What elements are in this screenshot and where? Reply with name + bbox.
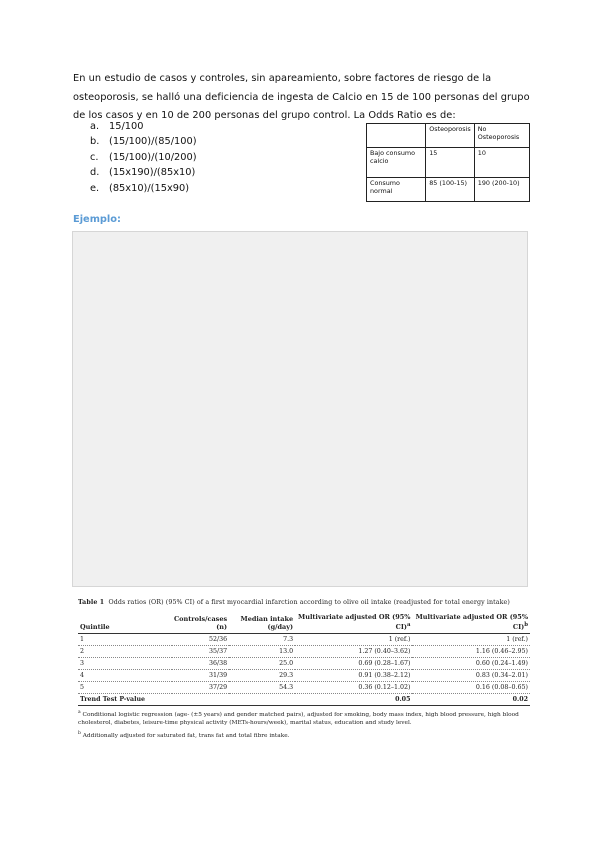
footnote-a xyxy=(78,709,530,727)
table-cell: Trend Test P-value xyxy=(78,694,172,706)
table-trend-row xyxy=(78,694,530,706)
contingency-cell: 85 (100-15) xyxy=(426,178,475,202)
table-cell: 0.16 (0.08–0.65) xyxy=(412,682,530,694)
table1-header-row xyxy=(78,613,530,634)
contingency-cell xyxy=(367,124,426,148)
table-cell: 25.0 xyxy=(229,658,295,670)
table-cell: 13.0 xyxy=(229,646,295,658)
table-cell: 0.36 (0.12–1.02) xyxy=(295,682,412,694)
option-letter: e. xyxy=(90,182,100,194)
table1-header xyxy=(412,613,530,634)
table-cell: 2 xyxy=(78,646,172,658)
table1-header: Controls/cases (n) xyxy=(172,613,229,634)
table-cell: 1.16 (0.46–2.95) xyxy=(412,646,530,658)
contingency-cell: Bajo consumo calcio xyxy=(367,148,426,178)
table-cell: 31/39 xyxy=(172,670,229,682)
table1-figure xyxy=(78,599,530,740)
contingency-cell: 10 xyxy=(474,148,529,178)
option-b xyxy=(90,134,197,149)
table-cell: 54.3 xyxy=(229,682,295,694)
table-cell: 5 xyxy=(78,682,172,694)
table-cell: 1 (ref.) xyxy=(412,634,530,646)
table1-caption-text: Odds ratios (OR) (95% CI) of a first myocardial infarction according to olive oil intake (readjusted for total energy intake) xyxy=(108,599,510,606)
contingency-table xyxy=(366,123,530,202)
table-cell: 0.69 (0.28–1.67) xyxy=(295,658,412,670)
contingency-row xyxy=(367,178,530,202)
option-letter: a. xyxy=(90,121,100,132)
table-cell xyxy=(229,694,295,706)
option-letter: c. xyxy=(90,151,99,163)
table1-header xyxy=(295,613,412,634)
table1 xyxy=(78,613,530,706)
table-row xyxy=(78,682,530,694)
footnote-b xyxy=(78,730,530,740)
table-cell: 0.60 (0.24–1.49) xyxy=(412,658,530,670)
table-cell: 0.02 xyxy=(412,694,530,706)
question-block xyxy=(73,70,543,126)
table-row xyxy=(78,634,530,646)
footnote-text: Conditional logistic regression (age- (±5 years) and gender matched pairs), adjusted for smoking, body mass index, high blood pressure, high blood cholesterol, diabetes, leisure-time physical activity (METs-hours/week), marital status, education and study level. xyxy=(78,712,519,727)
table-cell: 36/38 xyxy=(172,658,229,670)
example-heading: Ejemplo: xyxy=(73,214,121,225)
option-c xyxy=(90,150,197,165)
table-cell: 3 xyxy=(78,658,172,670)
image-placeholder xyxy=(72,231,528,587)
table-row xyxy=(78,646,530,658)
table1-caption-label: Table 1 xyxy=(78,599,105,606)
table-cell: 0.83 (0.34–2.01) xyxy=(412,670,530,682)
table-cell xyxy=(172,694,229,706)
option-a xyxy=(90,119,197,134)
option-letter: d. xyxy=(90,167,100,179)
contingency-cell: Osteoporosis xyxy=(426,124,475,148)
table-cell: 0.05 xyxy=(295,694,412,706)
option-text: 15/100 xyxy=(109,121,144,132)
table-cell: 4 xyxy=(78,670,172,682)
contingency-cell: 15 xyxy=(426,148,475,178)
table1-header-text: Multivariate adjusted OR (95% CI) xyxy=(298,613,411,632)
table1-header-sup: b xyxy=(524,622,528,628)
footnote-text: Additionally adjusted for saturated fat, trans fat and total fibre intake. xyxy=(82,733,290,739)
table-row xyxy=(78,658,530,670)
table-cell: 37/29 xyxy=(172,682,229,694)
table-cell: 52/36 xyxy=(172,634,229,646)
table-row xyxy=(78,670,530,682)
table-cell: 1.27 (0.40–3.62) xyxy=(295,646,412,658)
option-text: (15/100)/(85/100) xyxy=(109,136,197,148)
option-d xyxy=(90,165,197,180)
table1-caption xyxy=(78,599,530,606)
option-text: (15/100)/(10/200) xyxy=(109,151,197,163)
table-cell: 7.3 xyxy=(229,634,295,646)
option-text: (85x10)/(15x90) xyxy=(109,182,190,194)
table-cell: 35/37 xyxy=(172,646,229,658)
footnote-marker: a xyxy=(78,710,81,716)
option-e xyxy=(90,181,197,196)
table-cell: 29.3 xyxy=(229,670,295,682)
contingency-header-row xyxy=(367,124,530,148)
table1-header-text: Multivariate adjusted OR (95% CI) xyxy=(415,613,528,632)
answer-options xyxy=(90,119,197,196)
table1-header: Quintile xyxy=(78,613,172,634)
option-letter: b. xyxy=(90,136,100,148)
question-text: En un estudio de casos y controles, sin apareamiento, sobre factores de riesgo de la osteoporosis, se halló una deficiencia de ingesta de Calcio en 15 de 100 personas del grupo de los casos y en 10 de 200 personas del grupo control. La Odds Ratio es de: xyxy=(73,73,530,121)
option-text: (15x190)/(85x10) xyxy=(109,167,196,179)
table1-header-sup: a xyxy=(406,622,411,628)
table1-header: Median intake (g/day) xyxy=(229,613,295,634)
contingency-cell: Consumo normal xyxy=(367,178,426,202)
table-cell: 1 xyxy=(78,634,172,646)
contingency-cell: 190 (200-10) xyxy=(474,178,529,202)
contingency-row xyxy=(367,148,530,178)
footnote-marker: b xyxy=(78,731,81,737)
table-cell: 0.91 (0.38–2.12) xyxy=(295,670,412,682)
contingency-cell: No Osteoporosis xyxy=(474,124,529,148)
table-cell: 1 (ref.) xyxy=(295,634,412,646)
